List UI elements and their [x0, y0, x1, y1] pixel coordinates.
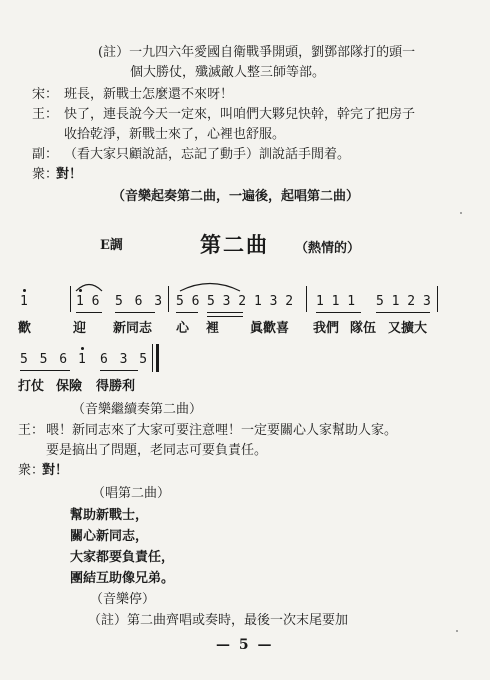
lyric: 我們 [313, 321, 340, 336]
note-group: 1 1 1 [316, 294, 356, 309]
sing-direction: （唱第二曲） [92, 486, 171, 501]
stage-direction: （音樂起奏第二曲，一遍後，起唱第二曲） [112, 189, 360, 204]
lyric: 保險 [56, 379, 83, 394]
lyric: 裡 [206, 321, 220, 336]
lyric: 心 [176, 321, 190, 336]
dialog-speaker: 副： [32, 147, 59, 162]
tie-mark [178, 280, 242, 292]
song-title: 第二曲 [200, 232, 269, 257]
lyric-line: 關心新同志， [70, 529, 149, 544]
lyric: 又擴大 [388, 321, 428, 336]
dialog-speaker: 王： [18, 423, 45, 438]
beam-line [20, 370, 70, 371]
tie-mark [74, 280, 104, 292]
bar-line [168, 286, 169, 312]
dialog-speaker: 宋： [32, 87, 59, 102]
note-group: 5 6 [176, 294, 200, 309]
note-group: 5 3 2 [207, 294, 247, 309]
lyric: 隊伍 [350, 321, 377, 336]
dialog-line: 喂！新同志來了大家可要注意哩！一定要關心人家幫助人家。 [46, 423, 398, 438]
octave-dot [23, 289, 26, 292]
note-group: 1 [78, 352, 86, 367]
bar-line [306, 286, 307, 312]
octave-dot [81, 347, 84, 350]
lyric-line: 幫助新戰士， [70, 508, 149, 523]
beam-line [207, 312, 243, 313]
dialog-line: 快了，連長說今天一定來，叫咱們大夥兒快幹，幹完了把房子 [64, 107, 416, 122]
bar-line [70, 286, 71, 312]
music-stop: （音樂停） [90, 592, 156, 607]
song-tempo: （熱情的） [295, 241, 361, 256]
lyric-line: 團結互助像兄弟。 [70, 571, 175, 586]
bar-line [437, 286, 438, 312]
paper-speck [456, 630, 458, 632]
lyric: 新同志 [113, 321, 153, 336]
note-group: 1 [20, 294, 28, 309]
note-group: 6 3 5 [100, 352, 150, 367]
song-key: E調 [100, 238, 123, 253]
dialog-speaker: 衆： [32, 167, 59, 182]
lyric: 打仗 [18, 379, 45, 394]
note-top-line2: 個大勝仗，殲滅敵人整三師等部。 [130, 65, 326, 80]
dialog-speaker: 王： [32, 107, 59, 122]
beam-line [76, 312, 102, 313]
lyric: 歡 [18, 321, 32, 336]
beam-line [100, 370, 138, 371]
final-bar-line [152, 344, 153, 372]
dialog-line: 對！ [56, 167, 83, 182]
note-group: 1 3 2 [254, 294, 294, 309]
beam-line [176, 312, 198, 313]
beam-line [115, 312, 155, 313]
stage-direction: （音樂繼續奏第二曲） [72, 402, 203, 417]
final-bar-line [156, 344, 159, 372]
beam-line [207, 316, 243, 317]
note-bottom: （註）第二曲齊唱或奏時，最後一次末尾要加 [88, 613, 349, 628]
paper-speck [460, 212, 462, 214]
dialog-line: 班長，新戰士怎麼還不來呀！ [64, 87, 234, 102]
lyric: 眞歡喜 [250, 321, 290, 336]
note-group: 5 6 3 [115, 294, 165, 309]
dialog-line: 對！ [42, 463, 69, 478]
dialog-speaker: 衆： [18, 463, 45, 478]
note-top-line1: (註）一九四六年愛國自衛戰爭開頭，劉鄧部隊打的頭一 [98, 45, 416, 60]
dialog-line: 收拾乾淨，新戰士來了，心裡也舒服。 [64, 127, 286, 142]
note-group: 5 5 6 [20, 352, 70, 367]
note-group: 5 1 2 3 [376, 294, 431, 309]
beam-line [376, 312, 430, 313]
note-group: 1 6 [76, 294, 100, 309]
page-number: — 5 — [216, 637, 274, 653]
dialog-line: （看大家只顧說話，忘記了動手）訓說話手閒着。 [64, 147, 351, 162]
beam-line [316, 312, 361, 313]
lyric: 迎 [73, 321, 87, 336]
dialog-line: 要是搞出了問題，老同志可要負責任。 [46, 443, 268, 458]
lyric: 得勝利 [96, 379, 136, 394]
lyric-line: 大家都要負責任， [70, 550, 175, 565]
